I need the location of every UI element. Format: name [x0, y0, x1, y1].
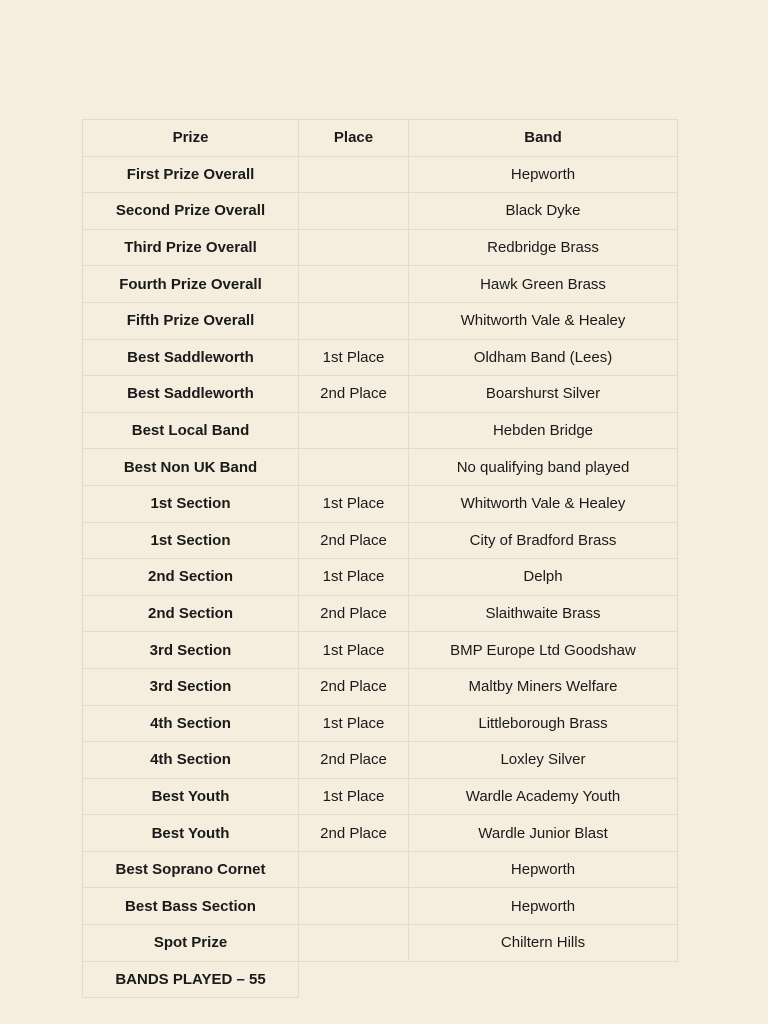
empty-cell: [299, 961, 409, 998]
prize-cell: 1st Section: [83, 522, 299, 559]
prize-cell: Best Non UK Band: [83, 449, 299, 486]
table-row: [83, 778, 678, 815]
place-cell: [299, 925, 409, 962]
place-cell: 2nd Place: [299, 522, 409, 559]
place-cell: [299, 156, 409, 193]
place-cell: 1st Place: [299, 632, 409, 669]
table-row: [83, 925, 678, 962]
table-row: [83, 632, 678, 669]
band-cell: Littleborough Brass: [409, 705, 678, 742]
prize-cell: 2nd Section: [83, 559, 299, 596]
place-cell: 1st Place: [299, 485, 409, 522]
prize-cell: 3rd Section: [83, 632, 299, 669]
place-cell: 1st Place: [299, 339, 409, 376]
place-cell: [299, 229, 409, 266]
header-prize: Prize: [83, 120, 299, 157]
band-cell: No qualifying band played: [409, 449, 678, 486]
table-row: [83, 156, 678, 193]
table-row: [83, 485, 678, 522]
place-cell: 1st Place: [299, 559, 409, 596]
prize-cell: Spot Prize: [83, 925, 299, 962]
table-row: [83, 449, 678, 486]
place-cell: 1st Place: [299, 705, 409, 742]
header-row: [83, 120, 678, 157]
table-row: [83, 595, 678, 632]
place-cell: [299, 449, 409, 486]
prize-cell: Best Soprano Cornet: [83, 851, 299, 888]
band-cell: Boarshurst Silver: [409, 376, 678, 413]
band-cell: Wardle Junior Blast: [409, 815, 678, 852]
place-cell: 2nd Place: [299, 595, 409, 632]
table-row: [83, 229, 678, 266]
footer-row: [83, 961, 678, 998]
prize-cell: 4th Section: [83, 742, 299, 779]
prize-cell: Best Saddleworth: [83, 339, 299, 376]
band-cell: Hepworth: [409, 156, 678, 193]
place-cell: [299, 302, 409, 339]
results-table: [82, 119, 678, 998]
prize-cell: Best Local Band: [83, 412, 299, 449]
prize-cell: 2nd Section: [83, 595, 299, 632]
band-cell: Hawk Green Brass: [409, 266, 678, 303]
place-cell: [299, 193, 409, 230]
table-row: [83, 851, 678, 888]
band-cell: Whitworth Vale & Healey: [409, 302, 678, 339]
band-cell: Black Dyke: [409, 193, 678, 230]
table-row: [83, 339, 678, 376]
band-cell: BMP Europe Ltd Goodshaw: [409, 632, 678, 669]
place-cell: 1st Place: [299, 778, 409, 815]
prize-cell: Second Prize Overall: [83, 193, 299, 230]
place-cell: [299, 888, 409, 925]
results-body: [83, 156, 678, 998]
prize-cell: Best Youth: [83, 778, 299, 815]
place-cell: 2nd Place: [299, 376, 409, 413]
band-cell: Delph: [409, 559, 678, 596]
table-row: [83, 266, 678, 303]
table-row: [83, 302, 678, 339]
band-cell: Hepworth: [409, 888, 678, 925]
table-row: [83, 815, 678, 852]
place-cell: [299, 266, 409, 303]
place-cell: 2nd Place: [299, 742, 409, 779]
prize-cell: First Prize Overall: [83, 156, 299, 193]
band-cell: Chiltern Hills: [409, 925, 678, 962]
band-cell: City of Bradford Brass: [409, 522, 678, 559]
place-cell: [299, 851, 409, 888]
prize-cell: 4th Section: [83, 705, 299, 742]
table-row: [83, 742, 678, 779]
header-place: Place: [299, 120, 409, 157]
prize-cell: Best Bass Section: [83, 888, 299, 925]
place-cell: 2nd Place: [299, 815, 409, 852]
table-row: [83, 705, 678, 742]
header-band: Band: [409, 120, 678, 157]
band-cell: Loxley Silver: [409, 742, 678, 779]
prize-cell: Third Prize Overall: [83, 229, 299, 266]
prize-cell: Best Youth: [83, 815, 299, 852]
band-cell: Oldham Band (Lees): [409, 339, 678, 376]
band-cell: Wardle Academy Youth: [409, 778, 678, 815]
bands-played-total: BANDS PLAYED – 55: [83, 961, 299, 998]
band-cell: Hepworth: [409, 851, 678, 888]
band-cell: Maltby Miners Welfare: [409, 668, 678, 705]
table-row: [83, 522, 678, 559]
table-row: [83, 412, 678, 449]
prize-cell: Fifth Prize Overall: [83, 302, 299, 339]
prize-cell: 3rd Section: [83, 668, 299, 705]
band-cell: Redbridge Brass: [409, 229, 678, 266]
table-row: [83, 376, 678, 413]
table-row: [83, 888, 678, 925]
table-row: [83, 193, 678, 230]
band-cell: Whitworth Vale & Healey: [409, 485, 678, 522]
prize-cell: Fourth Prize Overall: [83, 266, 299, 303]
prize-cell: 1st Section: [83, 485, 299, 522]
table-row: [83, 668, 678, 705]
table-row: [83, 559, 678, 596]
place-cell: 2nd Place: [299, 668, 409, 705]
prize-cell: Best Saddleworth: [83, 376, 299, 413]
empty-cell: [409, 961, 678, 998]
band-cell: Hebden Bridge: [409, 412, 678, 449]
band-cell: Slaithwaite Brass: [409, 595, 678, 632]
place-cell: [299, 412, 409, 449]
